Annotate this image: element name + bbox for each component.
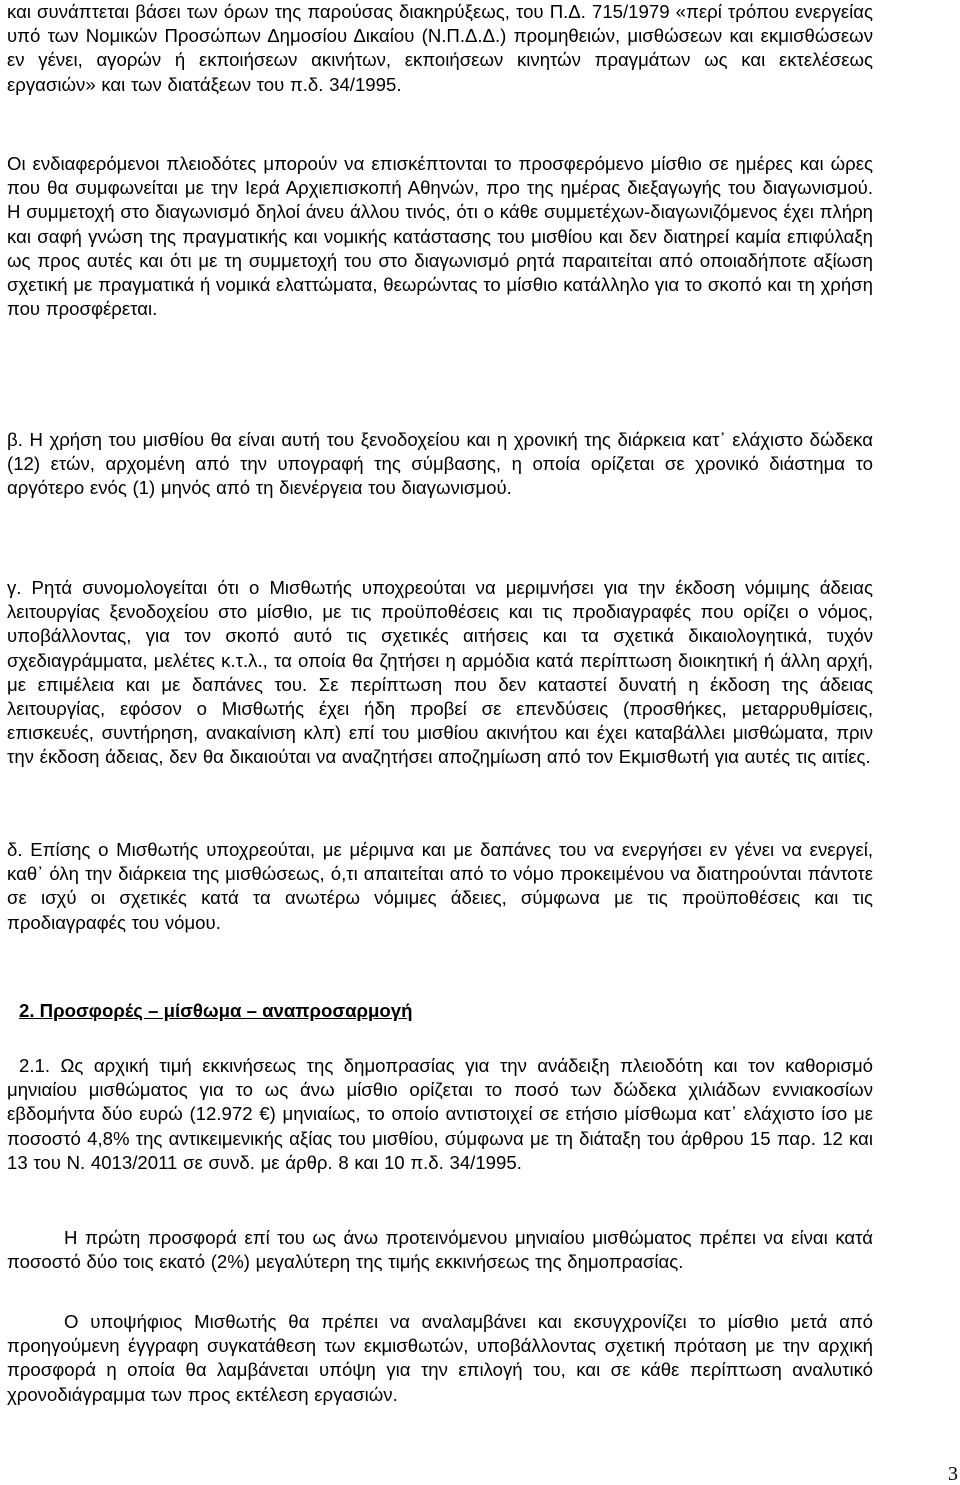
paragraph-d-permits-validity: δ. Επίσης ο Μισθωτής υποχρεούται, με μέριμνα και με δαπάνες του να ενεργήσει εν γένει να ενεργεί, καθ᾽ όλη την διάρκεια της μισθώσεως, ό,τι απαιτείται από το νόμο προκειμένου να διατηρούνται πάντοτε σε ισχύ οι σχετικές κατά τα ανωτέρω νόμιμες άδειες, σύμφωνα με τις προϋποθέσεις και τις προδιαγραφές του νόμου. xyxy=(7,839,873,933)
paragraph-first-offer: Η πρώτη προσφορά επί του ως άνω προτεινόμενου μηνιαίου μισθώματος πρέπει να είναι κατά ποσοστό δύο τοις εκατό (2%) μεγαλύτερη της τιμής εκκινήσεως της δημοπρασίας. xyxy=(7,1227,873,1273)
paragraph-contract-basis: και συνάπτεται βάσει των όρων της παρούσας διακηρύξεως, του Π.Δ. 715/1979 «περί τρόπου ενεργείας υπό των Νομικών Προσώπων Δημοσίου Δικαίου (Ν.Π.Δ.Δ.) προμηθειών, μισθώσεων και εκμισθώσεων εν γένει, αγορών ή εκποιήσεων ακινήτων, εκποιήσεων κινητών πραγμάτων ως και εκτελέσεως εργασιών» και των διατάξεων του π.δ. 34/1995. xyxy=(7,1,873,95)
paragraph-c-operating-license: γ. Ρητά συνομολογείται ότι ο Μισθωτής υποχρεούται να μεριμνήσει για την έκδοση νόμιμης άδειας λειτουργίας ξενοδοχείου στο μίσθιο, με τις προϋποθέσεις και τις προδιαγραφές που ορίζει ο νόμος, υποβάλλοντας, για τον σκοπό αυτό τις σχετικές αιτήσεις και τα σχετικά δικαιολογητικά, τυχόν σχεδιαγράμματα, μελέτες κ.τ.λ., τα οποία θα ζητήσει η αρμόδια κατά περίπτωση διοικητική ή άλλη αρχή, με επιμέλεια και με δαπάνες του. Σε περίπτωση που δεν καταστεί δυνατή η έκδοση της άδειας λειτουργίας, εφόσον ο Μισθωτής έχει ήδη προβεί σε επενδύσεις (προσθήκες, μεταρρυθμίσεις, επισκευές, συντήρηση, ανακαίνιση κλπ) επί του μισθίου ακινήτου και έχει καταβάλλει μισθώματα, πριν την έκδοση άδειας, δεν θα δικαιούται να αναζητήσει αποζημίωση από τον Εκμισθωτή για αυτές τις αιτίες. xyxy=(7,577,873,768)
page-number: 3 xyxy=(948,1463,958,1485)
paragraph-b-use-duration: β. Η χρήση του μισθίου θα είναι αυτή του ξενοδοχείου και η χρονική της διάρκεια κατ᾽ ελάχιστο δώδεκα (12) ετών, αρχομένη από την υπογραφή της σύμβασης, η οποία ορίζεται σε χρονικό διάστημα το αργότερο ενός (1) μηνός από τη διενέργεια του διαγωνισμού. xyxy=(7,429,873,499)
section-heading-offers-rent: 2. Προσφορές – μίσθωμα – αναπροσαρμογή xyxy=(19,1000,413,1021)
paragraph-site-visit: Οι ενδιαφερόμενοι πλειοδότες μπορούν να επισκέπτονται το προσφερόμενο μίσθιο σε ημέρες και ώρες που θα συμφωνείται με την Ιερά Αρχιεπισκοπή Αθηνών, προ της ημέρας διεξαγωγής του διαγωνισμού. Η συμμετοχή στο διαγωνισμό δηλοί άνευ άλλου τινός, ότι ο κάθε συμμετέχων-διαγωνιζόμενος έχει πλήρη και σαφή γνώση της πραγματικής και νομικής κατάστασης του μισθίου και δεν διατηρεί καμία επιφύλαξη ως προς αυτές και ότι με τη συμμετοχή του στο διαγωνισμό ρητά παραιτείται από οποιαδήποτε αξίωση σχετική με πραγματικά ή νομικά ελαττώματα, θεωρώντας το μίσθιο κατάλληλο για το σκοπό και τη χρήση που προσφέρεται. xyxy=(7,153,873,320)
paragraph-2-1-starting-price: 2.1. Ως αρχική τιμή εκκινήσεως της δημοπρασίας για την ανάδειξη πλειοδότη και τον καθορισμό μηνιαίου μισθώματος για το ως άνω μίσθιο ορίζεται το ποσό των δώδεκα χιλιάδων εννιακοσίων εβδομήντα δύο ευρώ (12.972 €) μηνιαίως, το οποίο αντιστοιχεί σε ετήσιο μίσθωμα κατ᾽ ελάχιστο ίσο με ποσοστό 4,8% της αντικειμενικής αξίας του μισθίου, σύμφωνα με τη διάταξη του άρθρου 15 παρ. 12 και 13 του Ν. 4013/2011 σε συνδ. με άρθρ. 8 και 10 π.δ. 34/1995. xyxy=(7,1055,873,1173)
paragraph-candidate-tenant: Ο υποψήφιος Μισθωτής θα πρέπει να αναλαμβάνει και εκσυγχρονίζει το μίσθιο μετά από προηγούμενη έγγραφη συγκατάθεση των εκμισθωτών, υποβάλλοντας σχετική πρόταση με την αρχική προσφορά η οποία θα λαμβάνεται υπόψη για την επιλογή του, και σε κάθε περίπτωση αναλυτικό χρονοδιάγραμμα των προς εκτέλεση εργασιών. xyxy=(7,1311,873,1405)
